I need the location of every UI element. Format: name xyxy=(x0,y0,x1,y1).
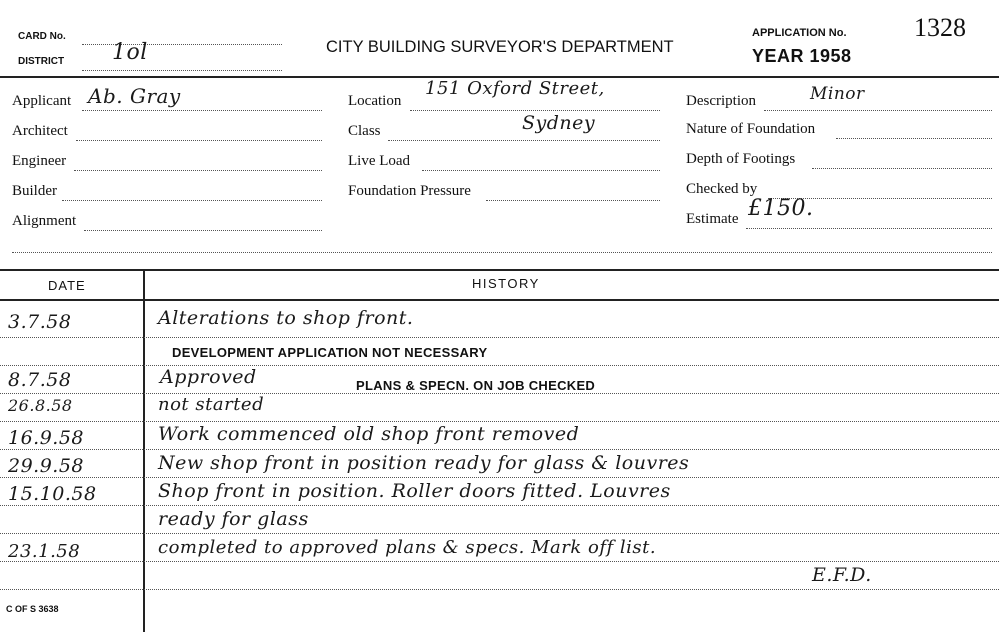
location-line xyxy=(410,110,660,111)
live-load-label: Live Load xyxy=(348,153,411,169)
builder-line xyxy=(62,200,322,201)
history-stamp: DEVELOPMENT APPLICATION NOT NECESSARY xyxy=(172,345,488,360)
history-entry: ready for glass xyxy=(158,508,309,530)
history-header: HISTORY xyxy=(472,276,540,291)
estimate-label: Estimate xyxy=(686,211,739,227)
date-column-divider xyxy=(143,270,145,632)
history-date: 23.1.58 xyxy=(8,541,81,562)
history-entry: Work commenced old shop front removed xyxy=(158,423,580,445)
history-stamp: PLANS & SPECN. ON JOB CHECKED xyxy=(356,378,596,393)
history-entry: Alterations to shop front. xyxy=(158,307,414,329)
applicant-value: Ab. Gray xyxy=(88,84,181,108)
district-line xyxy=(82,70,282,71)
location-value-2: Sydney xyxy=(522,112,596,134)
year-label: YEAR 1958 xyxy=(752,46,852,66)
location-value-1: 151 Oxford Street, xyxy=(425,78,605,99)
fields-bottom-line xyxy=(12,252,992,253)
history-date: 8.7.58 xyxy=(8,369,72,391)
history-entry: completed to approved plans & specs. Mark off list. xyxy=(158,537,657,558)
history-ruled-line xyxy=(0,477,999,478)
description-label: Description xyxy=(686,93,756,109)
history-date: 15.10.58 xyxy=(8,483,97,505)
history-signature: E.F.D. xyxy=(812,564,872,586)
history-date: 26.8.58 xyxy=(8,396,73,415)
foundation-pressure-label: Foundation Pressure xyxy=(348,183,471,199)
architect-label: Architect xyxy=(12,123,68,139)
checked-by-label: Checked by xyxy=(686,181,758,197)
history-entry: Shop front in position. Roller doors fitted. Louvres xyxy=(158,480,671,502)
history-date: 16.9.58 xyxy=(8,427,85,449)
location-label: Location xyxy=(348,93,402,109)
live-load-line xyxy=(422,170,660,171)
alignment-line xyxy=(84,230,322,231)
history-ruled-line xyxy=(0,365,999,366)
history-ruled-line xyxy=(0,505,999,506)
district-value: 1ol xyxy=(112,40,148,65)
history-entry: not started xyxy=(158,394,265,415)
history-ruled-line xyxy=(0,393,999,394)
depth-of-footings-label: Depth of Footings xyxy=(686,151,796,167)
form-code: C OF S 3638 xyxy=(6,604,59,614)
history-top-rule xyxy=(0,269,999,271)
nature-of-foundation-label: Nature of Foundation xyxy=(686,121,816,137)
history-date: 29.9.58 xyxy=(8,455,85,477)
history-entry: New shop front in position ready for glass & louvres xyxy=(158,452,690,474)
foundation-pressure-line xyxy=(486,200,660,201)
engineer-label: Engineer xyxy=(12,153,67,169)
alignment-label: Alignment xyxy=(12,213,77,229)
class-line xyxy=(388,140,660,141)
application-no-label: APPLICATION No. xyxy=(752,27,847,39)
history-date: 3.7.58 xyxy=(8,311,72,333)
nature-of-foundation-line xyxy=(836,138,992,139)
applicant-label: Applicant xyxy=(12,93,72,109)
history-ruled-line xyxy=(0,589,999,590)
engineer-line xyxy=(74,170,322,171)
applicant-line xyxy=(82,110,322,111)
history-ruled-line xyxy=(0,449,999,450)
history-ruled-line xyxy=(0,421,999,422)
department-title: CITY BUILDING SURVEYOR'S DEPARTMENT xyxy=(326,38,674,56)
class-label: Class xyxy=(348,123,381,139)
estimate-value: £150. xyxy=(748,196,814,221)
architect-line xyxy=(76,140,322,141)
builder-label: Builder xyxy=(12,183,57,199)
history-ruled-line xyxy=(0,533,999,534)
application-no: 1328 xyxy=(914,13,966,42)
depth-of-footings-line xyxy=(812,168,992,169)
history-entry: Approved xyxy=(160,366,257,388)
estimate-line xyxy=(746,228,992,229)
history-ruled-line xyxy=(0,337,999,338)
description-line xyxy=(764,110,992,111)
district-label: DISTRICT xyxy=(18,56,65,67)
card-no-label: CARD No. xyxy=(18,31,66,42)
history-ruled-line xyxy=(0,561,999,562)
description-value: Minor xyxy=(810,84,865,104)
date-header: DATE xyxy=(48,278,86,293)
history-header-rule xyxy=(0,299,999,301)
